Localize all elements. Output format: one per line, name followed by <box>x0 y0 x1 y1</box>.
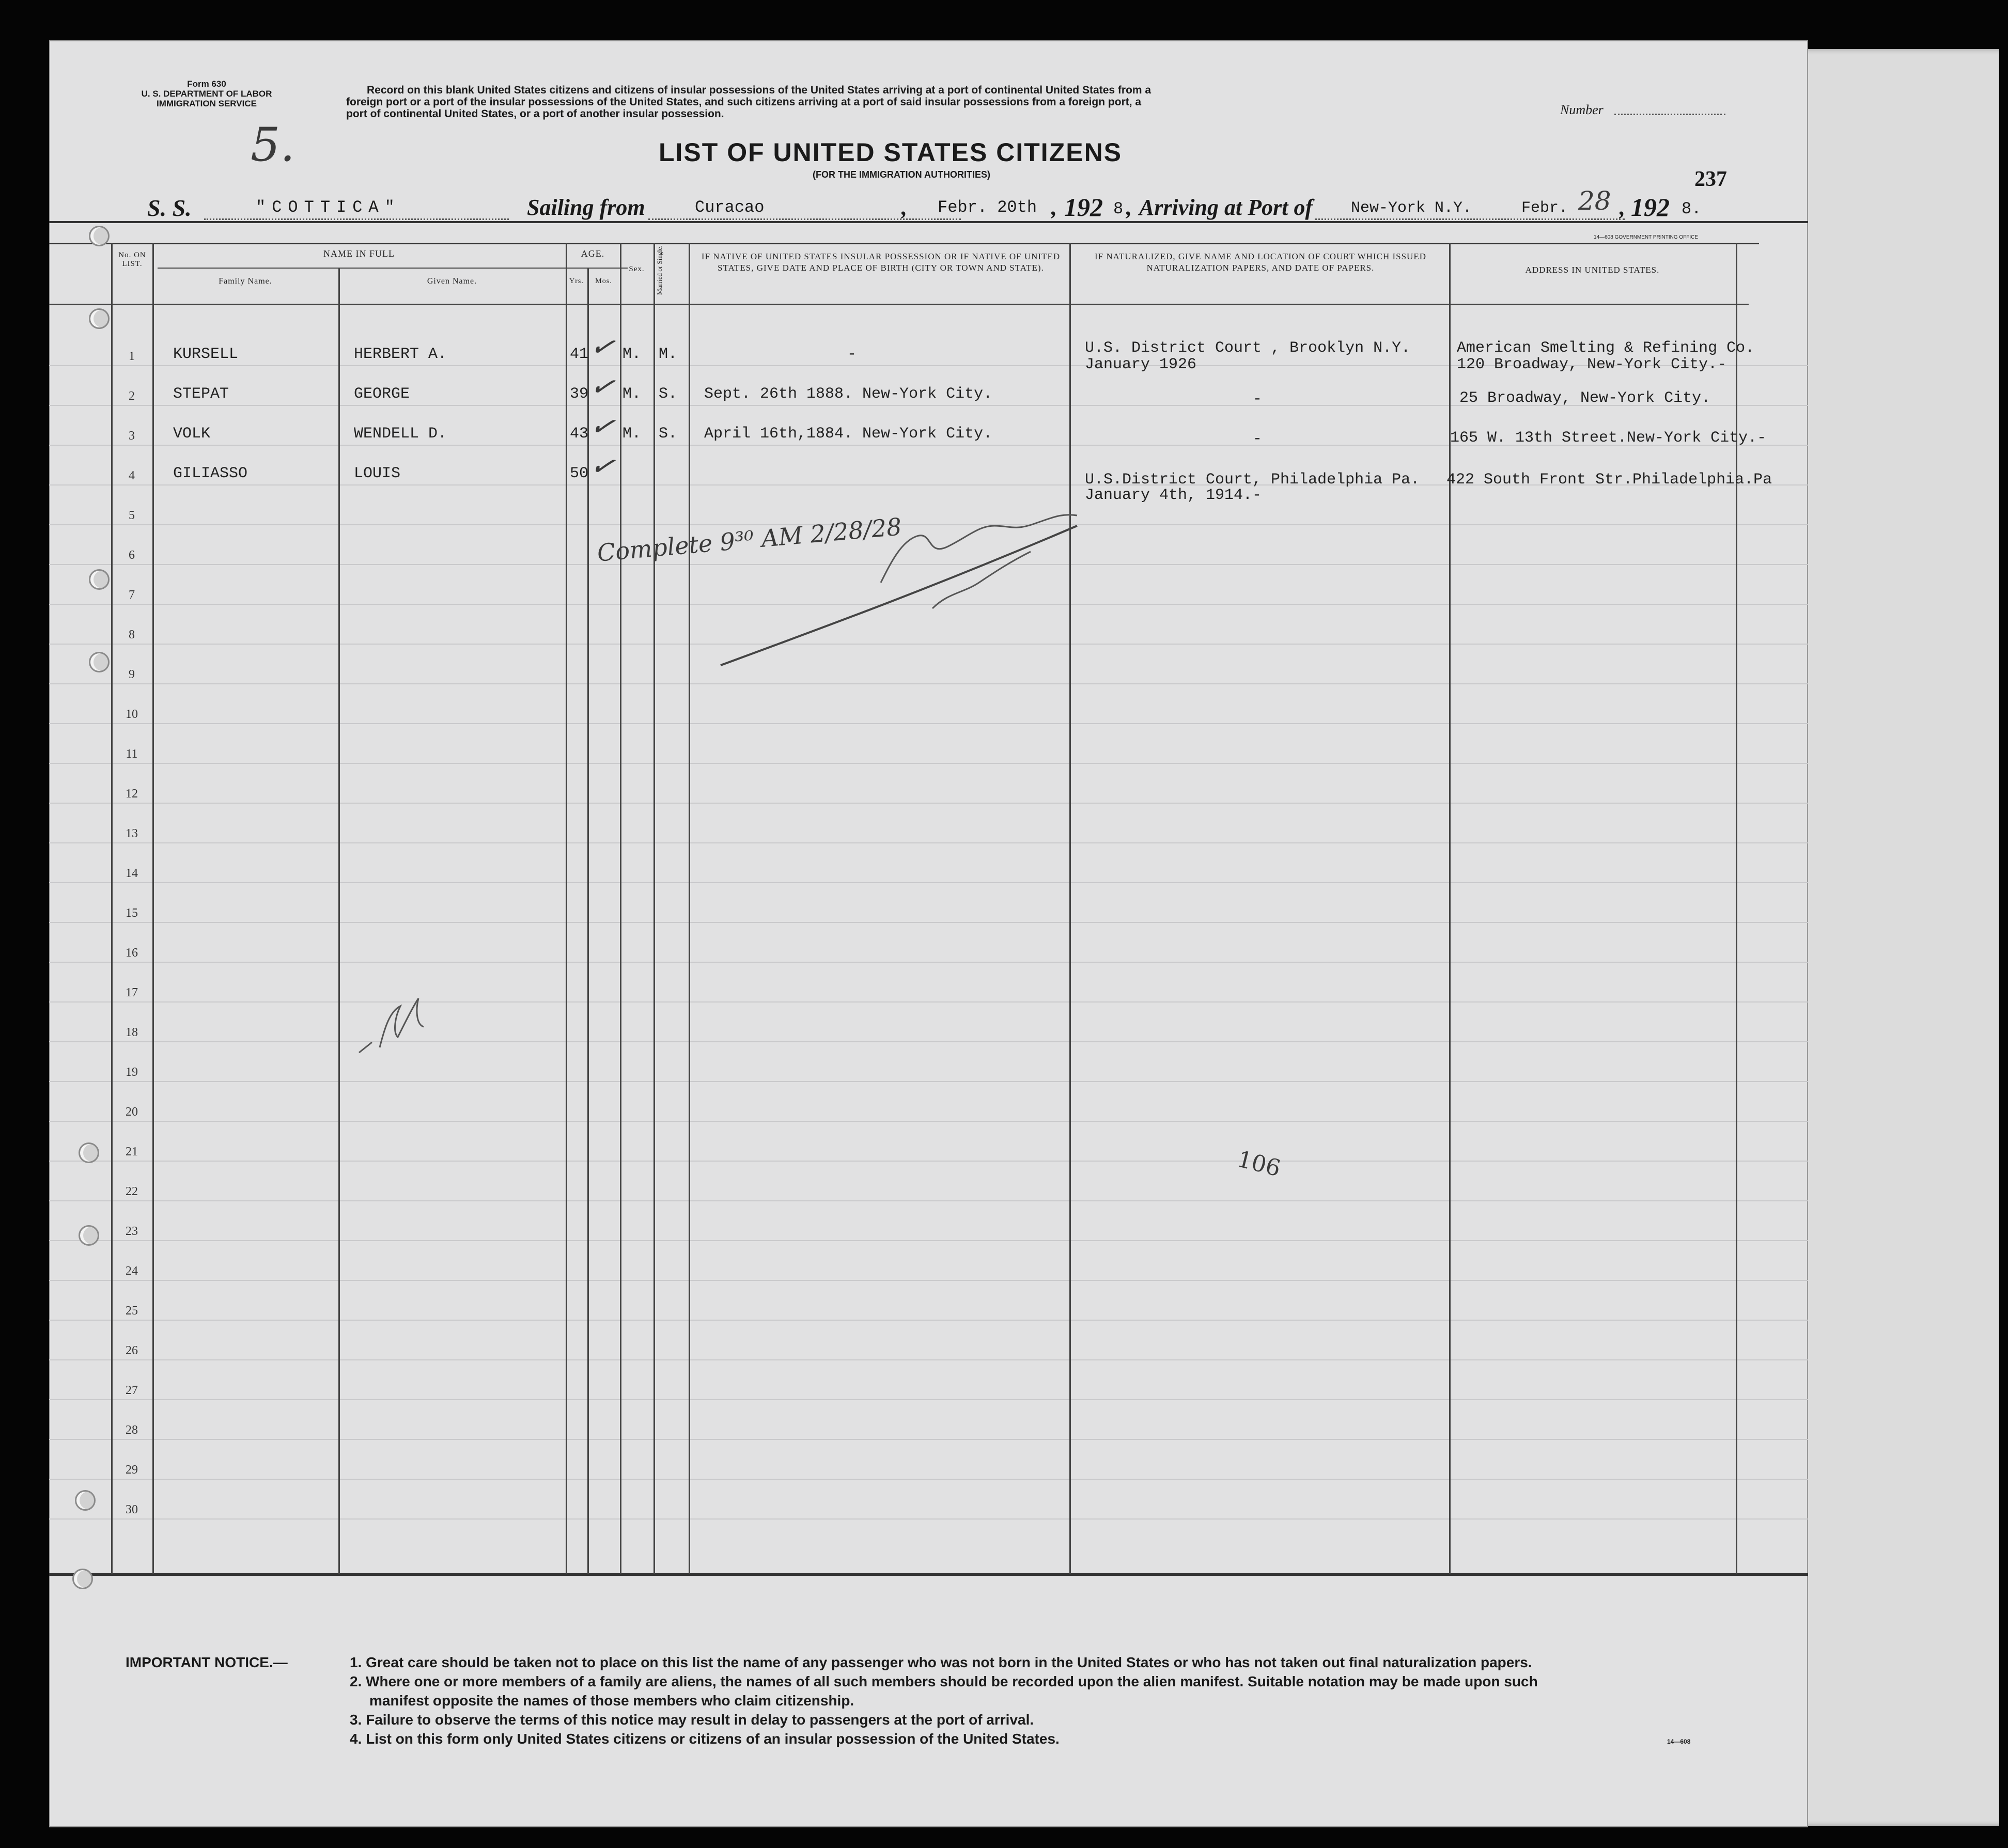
arriving-label: Arriving at Port of <box>1139 195 1313 220</box>
address-line-2-cell: 120 Broadway, New-York City.- <box>1457 356 1727 373</box>
row-number: 4 <box>129 469 135 482</box>
row-number: 20 <box>126 1105 138 1119</box>
family-name-cell: KURSELL <box>173 346 239 363</box>
row-rule <box>49 1280 1808 1281</box>
row-number: 5 <box>129 509 135 522</box>
binder-hole-7 <box>75 1490 96 1511</box>
year-prefix-2: 192 <box>1631 193 1670 222</box>
col-yrs-right <box>587 268 589 1574</box>
naturalization-court-cell: - <box>1253 430 1263 448</box>
family-name-cell: STEPAT <box>173 385 229 403</box>
number-field[interactable] <box>1614 114 1725 115</box>
instructions-line-1: Record on this blank United States citizens and citizens of insular possessions of the United States arriving at a port of continental United States from a <box>367 84 1151 96</box>
header-married: Married or Single. <box>656 245 663 295</box>
row-number: 19 <box>126 1066 138 1079</box>
naturalization-court-cell: U.S.District Court, Philadelphia Pa. <box>1085 471 1420 489</box>
binder-hole-3 <box>89 569 110 590</box>
address-line-1-cell: American Smelting & Refining Co. <box>1457 339 1755 357</box>
sex-cell: M. <box>622 346 642 363</box>
name-subheader-rule <box>158 268 607 269</box>
age-cell: 41 <box>570 346 589 363</box>
given-name-cell: GEORGE <box>354 385 410 403</box>
row-number: 27 <box>126 1384 138 1397</box>
birthplace-cell: - <box>847 346 857 363</box>
age-subheader-rule <box>566 268 628 269</box>
row-number: 1 <box>129 350 135 363</box>
instructions-line-2: foreign port or a port of the insular possessions of the United States, and such citizens arriving at a port of said insular possessions from a foreign port, a <box>346 96 1142 108</box>
table-bottom-rule <box>49 1573 1808 1576</box>
sex-cell: M. <box>622 385 642 403</box>
binder-hole-2 <box>89 308 110 329</box>
naturalization-date-cell: January 1926 <box>1085 356 1197 373</box>
underlying-page <box>1793 49 1999 1826</box>
row-rule <box>49 763 1808 764</box>
married-cell: S. <box>659 425 678 443</box>
page-title: LIST OF UNITED STATES CITIZENS <box>659 138 1123 167</box>
row-rule <box>49 683 1808 684</box>
age-cell: 43 <box>570 425 589 443</box>
header-name-in-full: NAME IN FULL <box>323 248 395 259</box>
ss-label: S. S. <box>147 195 192 221</box>
row-rule <box>49 1359 1808 1360</box>
married-cell: S. <box>659 385 678 403</box>
row-number: 26 <box>126 1344 138 1357</box>
year-suffix-2: 8. <box>1682 199 1702 218</box>
naturalization-court-cell: U.S. District Court , Brooklyn N.Y. <box>1085 339 1411 357</box>
sailing-port: Curacao <box>695 198 765 217</box>
row-number: 22 <box>126 1185 138 1198</box>
row-rule <box>49 1479 1808 1480</box>
notice-item-4: 4. List on this form only United States citizens or citizens of an insular possession of the United States. <box>350 1731 1060 1747</box>
row-number: 8 <box>129 628 135 641</box>
form-number: Form 630 <box>187 79 226 89</box>
col-no-left <box>111 243 113 1574</box>
form-code: 14—608 <box>1667 1738 1691 1745</box>
notice-item-2a: 2. Where one or more members of a family are aliens, the names of all such members should be recorded upon the alien manifest. Suitable notation may be made upon such <box>350 1673 1538 1689</box>
instructions-line-3: port of continental United States, or a port of another insular possession. <box>346 108 724 120</box>
row-number: 15 <box>126 906 138 920</box>
header-no: No. ON LIST. <box>118 251 146 268</box>
row-number: 14 <box>126 867 138 880</box>
sex-cell: M. <box>622 425 642 443</box>
row-number: 2 <box>129 389 135 403</box>
age-cell: 39 <box>570 385 589 403</box>
col-sex-right <box>653 243 655 1574</box>
row-rule <box>49 1399 1808 1400</box>
service-name: IMMIGRATION SERVICE <box>157 99 257 108</box>
row-rule <box>49 1439 1808 1440</box>
row-number: 17 <box>126 986 138 999</box>
instructions <box>346 84 1151 120</box>
naturalization-date-cell: January 4th, 1914.- <box>1085 487 1262 504</box>
stamp-number: 106 <box>1235 1146 1283 1182</box>
row-number: 24 <box>126 1264 138 1278</box>
row-rule <box>49 1161 1808 1162</box>
handwritten-list-number: 5. <box>251 118 295 172</box>
row-rule <box>49 803 1808 804</box>
complete-annotation: Complete 9³⁰ AM 2/28/28 <box>596 512 903 567</box>
address-line-1-cell: 25 Broadway, New-York City. <box>1459 389 1711 407</box>
age-check-mark: ✓ <box>587 327 618 366</box>
header-bottom-rule <box>49 304 1749 305</box>
comma-2: , <box>1051 195 1057 220</box>
header-sex: Sex. <box>629 265 645 273</box>
row-number: 6 <box>129 549 135 562</box>
notice-item-1: 1. Great care should be taken not to place on this list the name of any passenger who was not born in the United States or who has not taken out final naturalization papers. <box>350 1654 1532 1670</box>
family-name-cell: VOLK <box>173 425 211 443</box>
header-yrs: Yrs. <box>569 277 584 285</box>
binder-hole-8 <box>72 1569 93 1589</box>
header-mos: Mos. <box>595 277 612 285</box>
row-number: 12 <box>126 787 138 801</box>
notice-label: IMPORTANT NOTICE.— <box>126 1654 288 1670</box>
comma-3: , <box>1126 195 1132 220</box>
arrival-port: New-York N.Y. <box>1351 199 1472 217</box>
given-name-cell: WENDELL D. <box>354 425 447 443</box>
age-check-mark: ✓ <box>587 367 618 406</box>
ship-field <box>204 218 509 220</box>
page-number: 237 <box>1694 167 1727 191</box>
address-line-1-cell: 165 W. 13th Street.New-York City.- <box>1450 429 1767 447</box>
row-number: 21 <box>126 1145 138 1158</box>
col-given-right <box>566 243 567 1574</box>
naturalization-court-cell: - <box>1253 390 1263 408</box>
row-rule <box>49 1518 1808 1520</box>
header-family-name: Family Name. <box>219 277 272 286</box>
col-native-right <box>1069 243 1071 1574</box>
age-check-mark: ✓ <box>587 407 618 446</box>
header-address: ADDRESS IN UNITED STATES. <box>1525 265 1660 275</box>
row-number: 13 <box>126 827 138 840</box>
age-cell: 50 <box>570 465 589 482</box>
row-rule <box>49 1041 1808 1042</box>
notice-item-3: 3. Failure to observe the terms of this notice may result in delay to passengers at the port of arrival. <box>350 1712 1034 1728</box>
row-number: 10 <box>126 708 138 721</box>
row-number: 25 <box>126 1304 138 1318</box>
ship-name: "COTTICA" <box>256 198 401 217</box>
notice-item-2b: manifest opposite the names of those members who claim citizenship. <box>369 1693 854 1709</box>
comma-1: , <box>901 195 907 220</box>
row-number: 29 <box>126 1463 138 1477</box>
year-suffix-1: 8 <box>1113 199 1124 218</box>
manifest-sheet <box>49 40 1808 1827</box>
row-rule <box>49 723 1808 724</box>
binder-hole-6 <box>79 1225 99 1246</box>
address-line-1-cell: 422 South Front Str.Philadelphia.Pa <box>1446 471 1772 489</box>
married-cell: M. <box>659 346 678 363</box>
row-number: 7 <box>129 588 135 602</box>
inspector-signature <box>715 495 1108 681</box>
col-family-right <box>338 268 340 1574</box>
col-no-right <box>152 243 154 1574</box>
header-native: IF NATIVE OF UNITED STATES INSULAR POSSESSION OR IF NATIVE OF UNITED STATES, GIVE DATE AND PLACE OF BIRTH (CITY OR TOWN AND STATE). <box>701 252 1061 273</box>
family-name-cell: GILIASSO <box>173 465 248 482</box>
row-number: 18 <box>126 1026 138 1039</box>
row-rule <box>49 1320 1808 1321</box>
header-naturalized: IF NATURALIZED, GIVE NAME AND LOCATION OF COURT WHICH ISSUED NATURALIZATION PAPERS, AND DATE OF PAPERS. <box>1094 252 1426 273</box>
row-rule <box>49 1200 1808 1201</box>
comma-4: , <box>1620 195 1625 220</box>
sailing-date: Febr. 20th <box>938 198 1037 217</box>
col-married-right <box>689 243 690 1574</box>
row-number: 16 <box>126 946 138 960</box>
binder-hole-1 <box>89 226 110 246</box>
binder-hole-4 <box>89 652 110 672</box>
row-number: 28 <box>126 1423 138 1437</box>
row-rule <box>49 1121 1808 1122</box>
arrival-month: Febr. <box>1521 199 1568 217</box>
row-number: 3 <box>129 429 135 443</box>
sailing-port-field <box>648 218 961 220</box>
birthplace-cell: Sept. 26th 1888. New-York City. <box>704 385 993 403</box>
voyage-rule <box>49 221 1808 223</box>
handwritten-mark <box>349 985 431 1068</box>
row-number: 11 <box>126 747 138 761</box>
row-rule <box>49 922 1808 923</box>
department-name: U. S. DEPARTMENT OF LABOR <box>141 89 272 99</box>
number-label: Number <box>1560 102 1604 117</box>
header-given-name: Given Name. <box>427 277 477 286</box>
row-number: 23 <box>126 1225 138 1238</box>
row-number: 30 <box>126 1503 138 1516</box>
row-rule <box>49 882 1808 883</box>
arrival-day: 28 <box>1578 186 1611 216</box>
row-number: 9 <box>129 668 135 681</box>
row-rule <box>49 1240 1808 1241</box>
row-rule <box>49 842 1808 843</box>
row-rule <box>49 1081 1808 1082</box>
page-subtitle: (FOR THE IMMIGRATION AUTHORITIES) <box>813 169 990 180</box>
header-age: AGE. <box>581 248 605 259</box>
year-prefix-1: 192 <box>1064 193 1103 222</box>
sailing-from-label: Sailing from <box>527 195 645 220</box>
form-identity <box>139 79 274 108</box>
given-name-cell: HERBERT A. <box>354 346 447 363</box>
age-check-mark: ✓ <box>587 447 618 486</box>
table-top-rule <box>49 243 1759 244</box>
row-rule <box>49 962 1808 963</box>
given-name-cell: LOUIS <box>354 465 401 482</box>
printing-office: 14—608 GOVERNMENT PRINTING OFFICE <box>1594 234 1699 240</box>
birthplace-cell: April 16th,1884. New-York City. <box>704 425 993 443</box>
row-rule <box>49 1001 1808 1003</box>
binder-hole-5 <box>79 1142 99 1163</box>
col-mos-right <box>620 243 621 1574</box>
arrival-port-field <box>1315 218 1625 220</box>
